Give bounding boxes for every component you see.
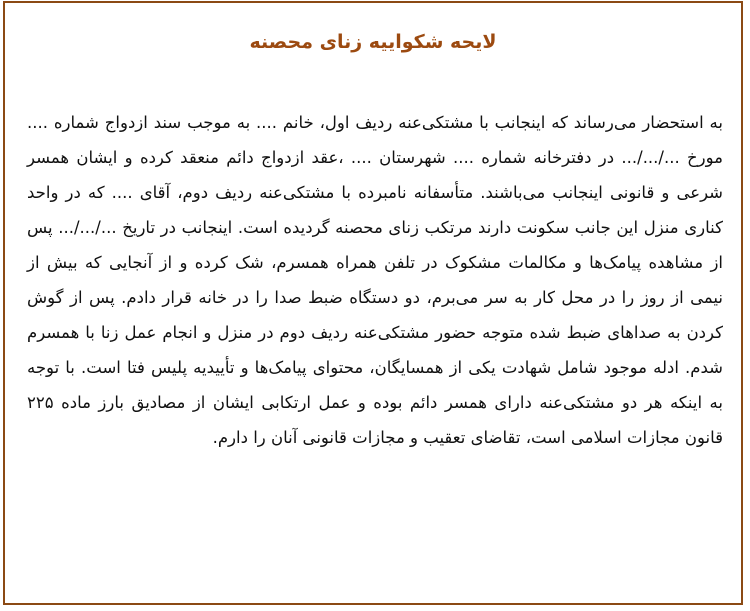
document-body: به استحضار می‌رساند که اینجانب با مشتکی‌عنه ردیف اول، خانم .... به موجب سند ازدواج شماره .... مورخ .../.../... در دفترخانه شماره .... شهرستان .... ،عقد ازدواج دائم منعقد کرده و ایشان همسر شرعی و قانونی اینجانب می‌باشند. متأسفانه نامبرده با مشتکی‌عنه ردیف دوم، آقای .... که در واحد کناری منزل این جانب سکونت دارند مرتکب زنای محصنه گردیده است. اینجانب در تاریخ .../.../... پس از مشاهده پیامک‌ها و مکالمات مشکوک در تلفن همراه همسرم، شک کرده و از آنجایی که بیش از نیمی از روز را در محل کار به سر می‌برم، دو دستگاه ضبط صدا را در خانه قرار دادم. پس از گوش کردن به صداهای ضبط شده متوجه حضور مشتکی‌عنه ردیف دوم در منزل و انجام عمل زنا با همسرم شدم. ادله موجود شامل شهادت یکی از همسایگان، محتوای پیامک‌ها و تأییدیه پلیس فتا است. با توجه به اینکه هر دو مشتکی‌عنه دارای همسر دائم بوده و عمل ارتکابی ایشان از مصادیق بارز ماده ۲۲۵ قانون مجازات اسلامی است، تقاضای تعقیب و مجازات قانونی آنان را دارم.: [27, 113, 723, 447]
document-frame: [3, 1, 743, 605]
document-title: لایحه شکواییه زنای محصنه: [249, 31, 497, 53]
